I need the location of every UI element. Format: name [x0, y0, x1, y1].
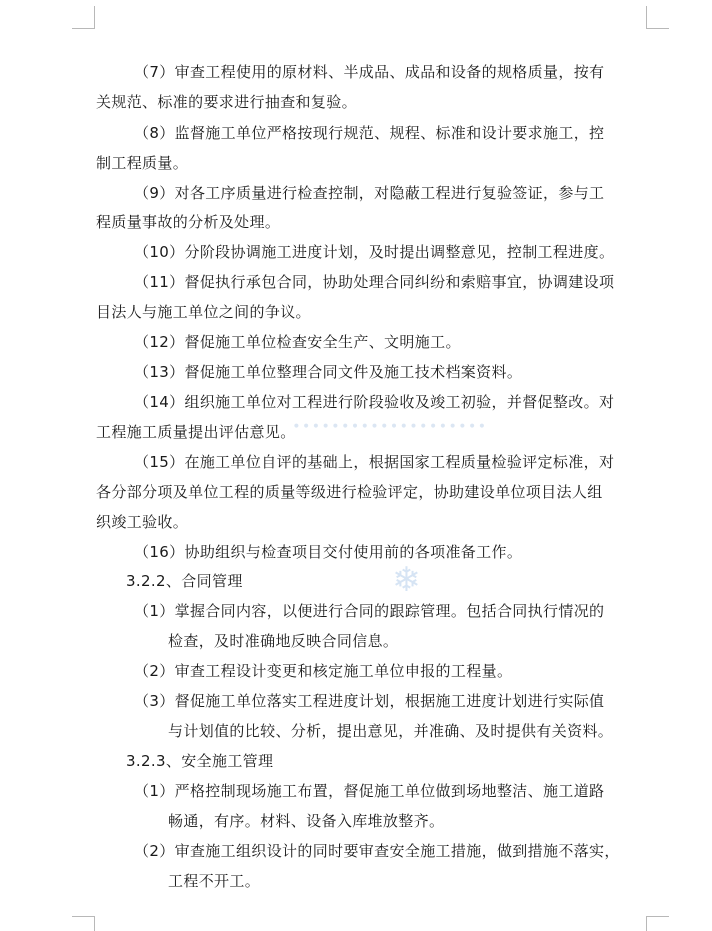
watermark-snowflake-icon: ❄	[392, 560, 421, 600]
paragraph-line: （7）审查工程使用的原材料、半成品、成品和设备的规格质量，按有	[134, 63, 605, 81]
section-heading: 3.2.3、安全施工管理	[126, 752, 274, 770]
paragraph-line: （11）督促执行承包合同，协助处理合同纠纷和索赔事宜，协调建设项	[134, 273, 615, 291]
watermark-text: ∙∙∙∙∙∙∙∙∙∙∙∙∙∙∙∙∙∙∙∙	[292, 418, 488, 434]
crop-mark-bottom-right	[646, 916, 669, 931]
paragraph-line: （9）对各工序质量进行检查控制，对隐蔽工程进行复验签证，参与工	[134, 184, 605, 202]
paragraph-line: （13）督促施工单位整理合同文件及施工技术档案资料。	[134, 363, 523, 381]
paragraph-line: （15）在施工单位自评的基础上，根据国家工程质量检验评定标准，对	[134, 453, 615, 471]
list-item-line: （2）审查工程设计变更和核定施工单位申报的工程量。	[134, 662, 513, 680]
paragraph-line: 目法人与施工单位之间的争议。	[96, 303, 311, 321]
paragraph-line: 程质量事故的分析及处理。	[96, 213, 281, 231]
crop-mark-top-left	[72, 6, 95, 29]
paragraph-line: 制工程质量。	[96, 154, 189, 172]
list-item-line: 检查，及时准确地反映合同信息。	[168, 632, 399, 650]
list-item-line: （1）严格控制现场施工布置，督促施工单位做到场地整洁、施工道路	[134, 782, 605, 800]
list-item-line: （2）审查施工组织设计的同时要审查安全施工措施，做到措施不落实，	[134, 842, 620, 860]
paragraph-line: （8）监督施工单位严格按现行规范、规程、标准和设计要求施工，控	[134, 124, 605, 142]
paragraph-line: （12）督促施工单位检查安全生产、文明施工。	[134, 333, 461, 351]
list-item-line: （3）督促施工单位落实工程进度计划，根据施工进度计划进行实际值	[134, 692, 605, 710]
crop-mark-bottom-left	[72, 916, 95, 931]
list-item-line: （1）掌握合同内容，以便进行合同的跟踪管理。包括合同执行情况的	[134, 602, 605, 620]
list-item-line: 与计划值的比较、分析，提出意见，并准确、及时提供有关资料。	[168, 722, 614, 740]
section-heading: 3.2.2、合同管理	[126, 572, 243, 590]
paragraph-line: （10）分阶段协调施工进度计划，及时提出调整意见，控制工程进度。	[134, 243, 615, 261]
crop-mark-top-right	[646, 6, 669, 29]
paragraph-line: 工程施工质量提出评估意见。	[96, 423, 296, 441]
list-item-line: 畅通，有序。材料、设备入库堆放整齐。	[168, 812, 445, 830]
paragraph-line: （16）协助组织与检查项目交付使用前的各项准备工作。	[134, 543, 523, 561]
paragraph-line: 织竣工验收。	[96, 513, 189, 531]
paragraph-line: 关规范、标准的要求进行抽查和复验。	[96, 93, 357, 111]
paragraph-line: （14）组织施工单位对工程进行阶段验收及竣工初验，并督促整改。对	[134, 393, 615, 411]
list-item-line: 工程不开工。	[168, 872, 261, 890]
paragraph-line: 各分部分项及单位工程的质量等级进行检验评定，协助建设单位项目法人组	[96, 483, 603, 501]
